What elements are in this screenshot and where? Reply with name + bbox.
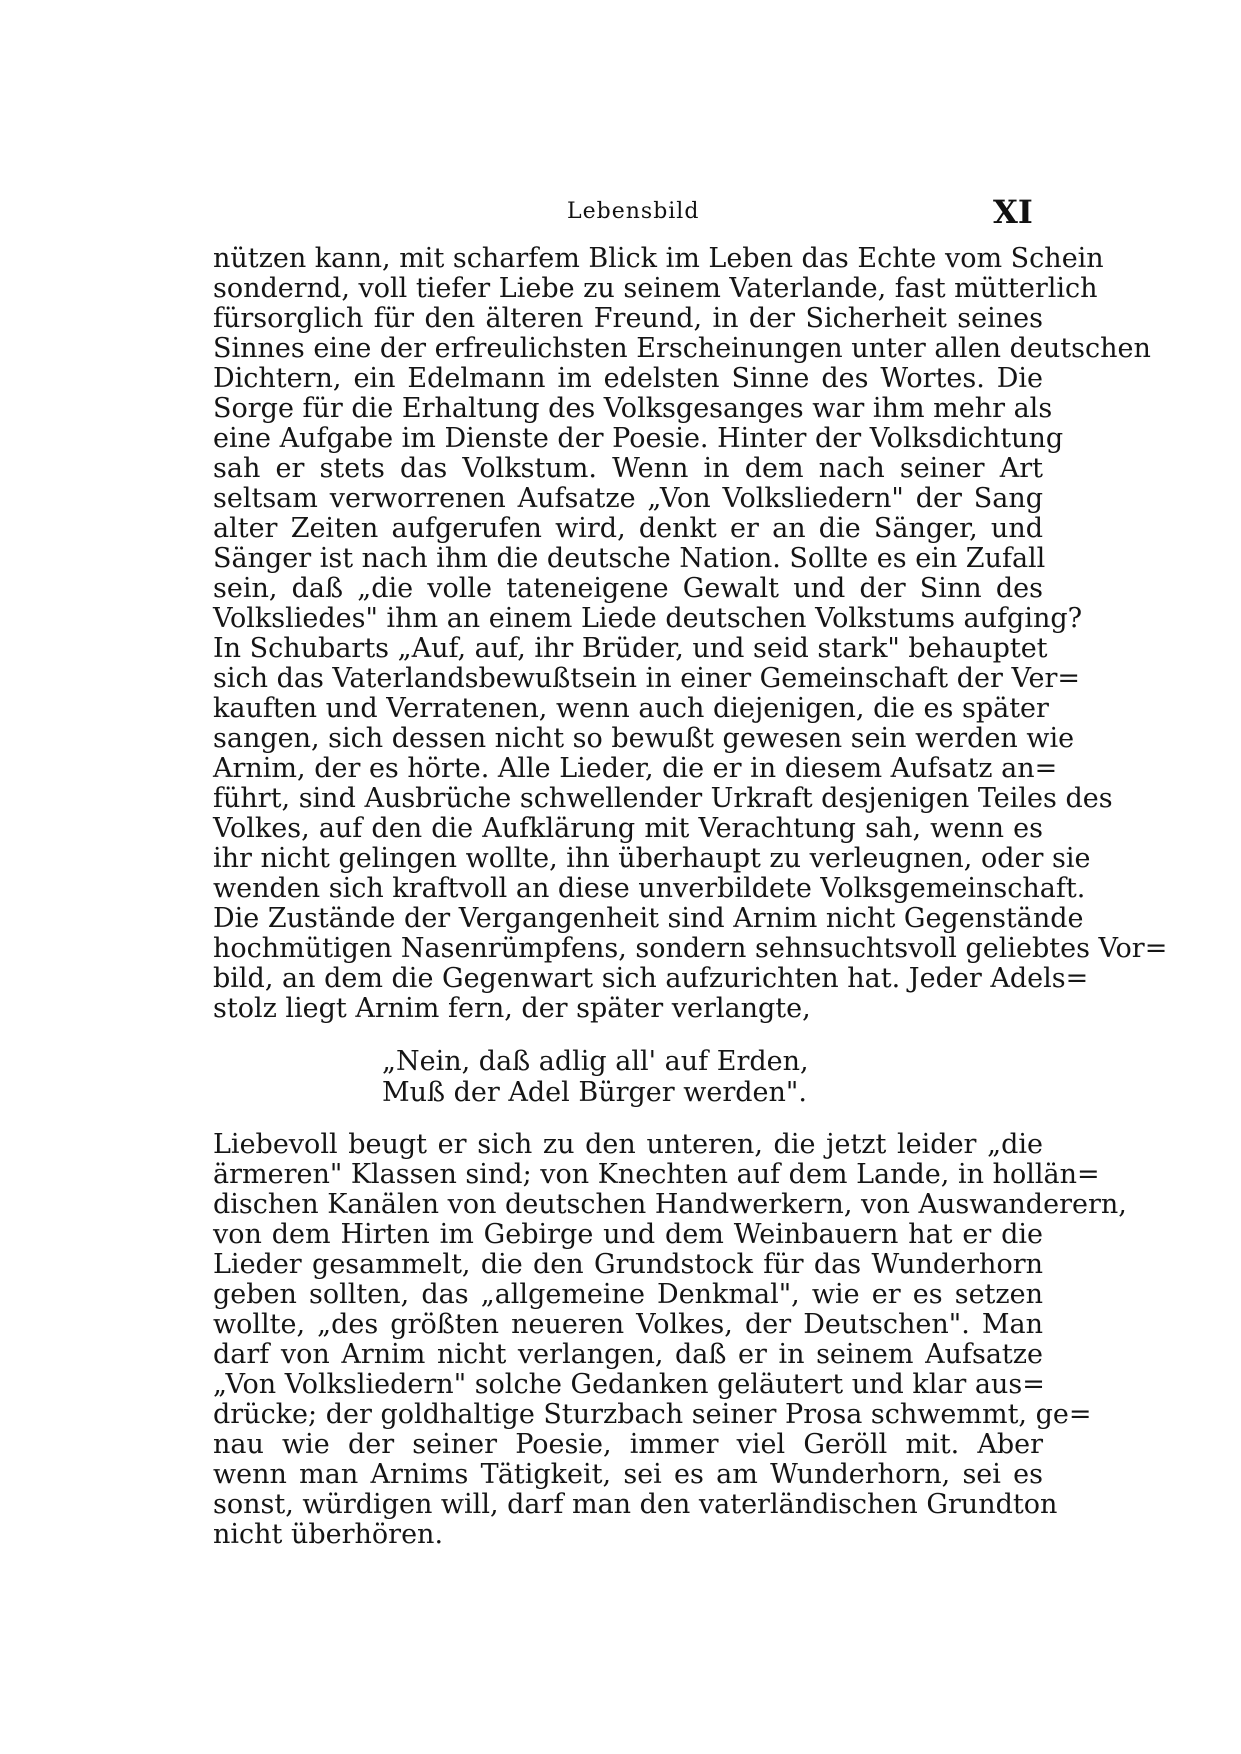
text-line: bild, an dem die Gegenwart sich aufzurichten hat. Jeder Adels= (213, 963, 1089, 994)
running-head (0, 193, 1241, 233)
text-line: alter Zeiten aufgerufen wird, denkt er an die Sänger, und (213, 513, 1043, 544)
text-line: dischen Kanälen von deutschen Handwerkern, von Auswanderern, (213, 1189, 1127, 1220)
text-line: kauften und Verratenen, wenn auch diejenigen, die es später (213, 693, 1049, 724)
paragraph-1 (213, 243, 1168, 1024)
text-line: wenn man Arnims Tätigkeit, sei es am Wunderhorn, sei es (213, 1459, 1043, 1490)
text-line: führt, sind Ausbrüche schwellender Urkraft desjenigen Teiles des (213, 783, 1113, 814)
text-line: nau wie der seiner Poesie, immer viel Geröll mit. Aber (213, 1429, 1043, 1460)
text-line: Liebevoll beugt er sich zu den unteren, die jetzt leider „die (213, 1129, 1043, 1160)
verse-line: „Nein, daß adlig all' auf Erden, (382, 1046, 809, 1077)
text-line: seltsam verworrenen Aufsatze „Von Volksliedern" der Sang (213, 483, 1043, 514)
text-line: sich das Vaterlandsbewußtsein in einer Gemeinschaft der Ver= (213, 663, 1081, 694)
paragraph-2 (213, 1129, 1127, 1550)
text-line: nicht überhören. (213, 1519, 444, 1550)
verse-quote (382, 1046, 902, 1108)
text-line: Dichtern, ein Edelmann im edelsten Sinne des Wortes. Die (213, 363, 1043, 394)
text-line: Lieder gesammelt, die den Grundstock für das Wunderhorn (213, 1249, 1043, 1280)
text-line: wollte, „des größten neueren Volkes, der Deutschen". Man (213, 1309, 1043, 1340)
text-line: sah er stets das Volkstum. Wenn in dem nach seiner Art (213, 453, 1043, 484)
text-line: In Schubarts „Auf, auf, ihr Brüder, und seid stark" behauptet (213, 633, 1048, 664)
text-line: Arnim, der es hörte. Alle Lieder, die er in diesem Aufsatz an= (213, 753, 1058, 784)
text-line: sein, daß „die volle tateneigene Gewalt und der Sinn des (213, 573, 1043, 604)
text-line: fürsorglich für den älteren Freund, in der Sicherheit seines (213, 303, 1043, 334)
text-line: sonst, würdigen will, darf man den vaterländischen Grundton (213, 1489, 1058, 1520)
text-line: geben sollten, das „allgemeine Denkmal", wie er es setzen (213, 1279, 1043, 1310)
text-line: ärmeren" Klassen sind; von Knechten auf dem Lande, in hollän= (213, 1159, 1100, 1190)
text-line: Sorge für die Erhaltung des Volksgesanges war ihm mehr als (213, 393, 1053, 424)
text-line: hochmütigen Nasenrümpfens, sondern sehnsuchtsvoll geliebtes Vor= (213, 933, 1168, 964)
text-line: drücke; der goldhaltige Sturzbach seiner Prosa schwemmt, ge= (213, 1399, 1092, 1430)
text-line: ihr nicht gelingen wollte, ihn überhaupt zu verleugnen, oder sie (213, 843, 1091, 874)
page-number: XI (993, 193, 1033, 231)
text-line: sangen, sich dessen nicht so bewußt gewesen sein werden wie (213, 723, 1075, 754)
text-line: Sinnes eine der erfreulichsten Erscheinungen unter allen deutschen (213, 333, 1151, 364)
text-line: „Von Volksliedern" solche Gedanken geläutert und klar aus= (213, 1369, 1045, 1400)
text-line: Sänger ist nach ihm die deutsche Nation. Sollte es ein Zufall (213, 543, 1046, 574)
text-line: nützen kann, mit scharfem Blick im Leben das Echte vom Schein (213, 243, 1104, 274)
text-line: sondernd, voll tiefer Liebe zu seinem Vaterlande, fast mütterlich (213, 273, 1098, 304)
text-line: von dem Hirten im Gebirge und dem Weinbauern hat er die (213, 1219, 1043, 1250)
text-line: stolz liegt Arnim fern, der später verlangte, (213, 993, 811, 1024)
text-line: Volkes, auf den die Aufklärung mit Verachtung sah, wenn es (213, 813, 1043, 844)
text-line: wenden sich kraftvoll an diese unverbildete Volksgemeinschaft. (213, 873, 1086, 904)
text-line: eine Aufgabe im Dienste der Poesie. Hinter der Volksdichtung (213, 423, 1064, 454)
text-line: Volksliedes" ihm an einem Liede deutschen Volkstums aufging? (213, 603, 1083, 634)
text-line: darf von Arnim nicht verlangen, daß er in seinem Aufsatze (213, 1339, 1043, 1370)
text-line: Die Zustände der Vergangenheit sind Arnim nicht Gegenstände (213, 903, 1084, 934)
running-title: Lebensbild (567, 199, 700, 224)
verse-line: Muß der Adel Bürger werden". (382, 1077, 807, 1108)
